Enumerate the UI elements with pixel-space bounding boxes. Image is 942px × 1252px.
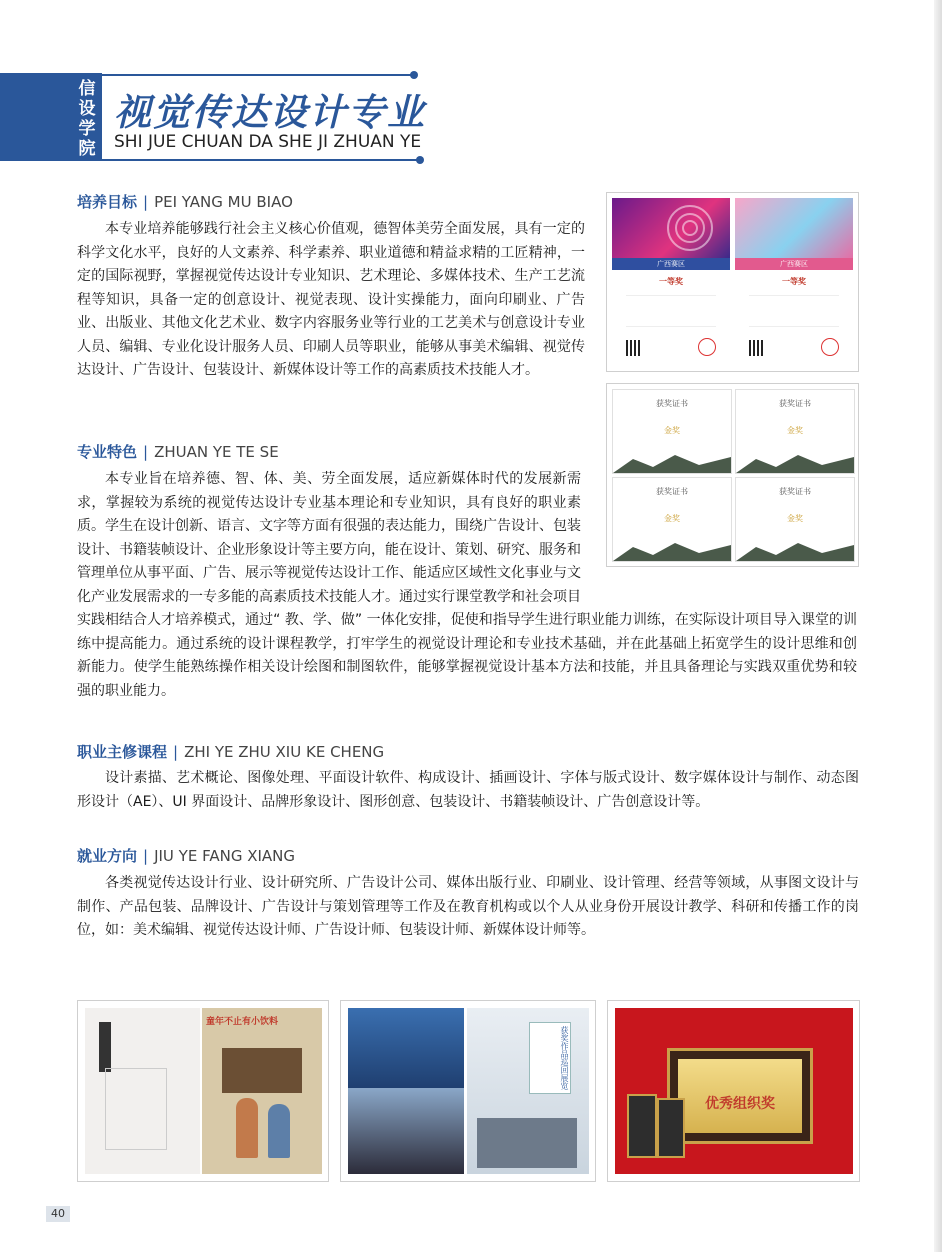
shop-window bbox=[222, 1048, 302, 1093]
certificate-body-lines bbox=[626, 295, 716, 327]
auditorium-screen bbox=[348, 1008, 464, 1088]
exhibition-hall: 获奖作品巡回展览 bbox=[467, 1008, 589, 1174]
red-backdrop bbox=[615, 1008, 853, 1174]
certificate-photo-1 bbox=[606, 192, 859, 372]
divider-bar: | bbox=[143, 193, 149, 211]
section-title-pinyin: PEI YANG MU BIAO bbox=[154, 193, 293, 211]
mountain-graphic bbox=[613, 537, 731, 561]
section-text-careers: 各类视觉传达设计行业、设计研究所、广告设计公司、媒体出版行业、印刷业、设计管理、经营等领域，从事图文设计与制作、产品包装、品牌设计、广告设计与策划管理等工作及在教育机构或以个人从业身份开展设计教学、科研和传播工作的岗位，如：美术编辑、视觉传达设计师、广告设计师、包装设计师、新媒体设计师等。 bbox=[77, 875, 859, 938]
mountain-graphic bbox=[736, 537, 854, 561]
divider-bar: | bbox=[143, 847, 149, 865]
award-level: 一等奖 bbox=[782, 277, 806, 286]
bottom-photo-plaque bbox=[607, 1000, 860, 1182]
award-certificate: 获奖证书 金奖 bbox=[735, 389, 855, 474]
section-title-pinyin: ZHUAN YE TE SE bbox=[154, 443, 279, 461]
section-text-goals: 本专业培养能够践行社会主义核心价值观，德智体美劳全面发展，具有一定的科学文化水平，良好的人文素养、科学素养、职业道德和精益求精的工匠精神，一定的国际视野，掌握视觉传达设计专业知识、艺术理论、多媒体技术、生产工艺流程等知识，具备一定的创意设计、视觉表现、设计实操能力，面向印刷业、广告业、出版业、其他文化艺术业、数字内容服务业等行业的工艺美术与创意设计专业人员、编辑、专业化设计服务人员、印刷人员等职业，能够从事美术编辑、视觉传达设计、广告设计、包装设计、新媒体设计等工作的高素质技术技能人才。 bbox=[77, 221, 585, 378]
header-bottom-rule bbox=[102, 159, 420, 161]
section-text-courses: 设计素描、艺术概论、图像处理、平面设计软件、构成设计、插画设计、字体与版式设计、数字媒体设计与制作、动态图形设计（AE）、UI 界面设计、品牌形象设计、图形创意、包装设计、书籍装帧设计、广告创意设计等。 bbox=[77, 770, 859, 810]
section-title-cn: 职业主修课程 bbox=[77, 743, 168, 761]
seal-icon bbox=[698, 338, 716, 356]
divider-bar: | bbox=[143, 443, 149, 461]
page-spine bbox=[934, 0, 942, 1252]
trophy-box bbox=[657, 1098, 685, 1158]
region-label: 广西赛区 bbox=[612, 258, 730, 270]
section-title-pinyin: ZHI YE ZHU XIU KE CHENG bbox=[184, 743, 385, 761]
section-title-pinyin: JIU YE FANG XIANG bbox=[154, 847, 296, 865]
audience-crowd bbox=[348, 1088, 464, 1174]
section-heading-courses bbox=[77, 741, 384, 762]
section-heading-goals bbox=[77, 191, 293, 212]
award-certificate: 获奖证书 金奖 bbox=[612, 477, 732, 562]
certificate-photo-2 bbox=[606, 383, 859, 567]
poster-illustration: 童年不止有小饮料 bbox=[202, 1008, 322, 1174]
plaque-frame bbox=[667, 1048, 813, 1144]
qr-code-icon bbox=[749, 340, 765, 356]
header-top-dot bbox=[410, 71, 418, 79]
award-certificate: 获奖证书 金奖 bbox=[612, 389, 732, 474]
child-figure bbox=[268, 1104, 290, 1158]
section-heading-features bbox=[77, 441, 279, 462]
child-figure bbox=[236, 1098, 258, 1158]
visitors-group bbox=[477, 1118, 577, 1168]
sketch-figure bbox=[105, 1068, 167, 1150]
logo-mark bbox=[99, 1022, 111, 1072]
qr-code-icon bbox=[626, 340, 642, 356]
header-top-rule bbox=[102, 74, 412, 76]
certificate-body-lines bbox=[749, 295, 839, 327]
page-number: 40 bbox=[46, 1206, 70, 1222]
award-certificate: 获奖证书 金奖 bbox=[735, 477, 855, 562]
bottom-photo-poster bbox=[77, 1000, 329, 1182]
region-label: 广西赛区 bbox=[735, 258, 853, 270]
college-tab bbox=[0, 73, 102, 161]
certificate-right bbox=[735, 198, 853, 366]
page-subtitle: SHI JUE CHUAN DA SHE JI ZHUAN YE bbox=[114, 132, 422, 152]
swirl-icon bbox=[612, 198, 730, 258]
mountain-graphic bbox=[736, 449, 854, 473]
divider-bar: | bbox=[173, 743, 179, 761]
certificate-left bbox=[612, 198, 730, 366]
section-text-features: 本专业旨在培养德、智、体、美、劳全面发展，适应新媒体时代的发展新需求，掌握较为系统的视觉传达设计专业基本理论和专业知识，具有良好的职业素质。学生在设计创新、语言、文字等方面有很强的表达能力，围绕广告设计、包装设计、书籍装帧设计、企业形象设计等主要方向，能在设计、策划、研究、服务和管理单位从事平面、广告、展示等视觉传达设计工作、能适应区域性文化事业与文化产业发展需求的一专多能的高素质技术技能人才。通过实行课堂教学和社会项目实践相结合人才培养模式，通过“ 教、学、做” 一体化安排，促使和指导学生进行职业能力训练，在实际设计项目导入课堂的训练中提高能力。通过系统的设计课程教学，打牢学生的视觉设计理论和专业技术基础，并在此基础上拓宽学生的设计思维和创新能力。使学生能熟练操作相关设计绘图和制图软件，能够掌握视觉设计基本方法和技能，并且具备理论与实践双重优势和较强的职业能力。 bbox=[77, 468, 857, 703]
section-title-cn: 培养目标 bbox=[77, 193, 138, 211]
certificate-banner bbox=[735, 198, 853, 258]
mountain-graphic bbox=[613, 449, 731, 473]
seal-icon bbox=[821, 338, 839, 356]
bottom-photo-exhibition bbox=[340, 1000, 596, 1182]
certificate-banner bbox=[612, 198, 730, 258]
plaque-face: 优秀组织奖 bbox=[678, 1059, 802, 1133]
header-bottom-dot bbox=[416, 156, 424, 164]
trophy-box bbox=[627, 1094, 657, 1158]
certificate-sheet bbox=[85, 1008, 200, 1174]
award-level: 一等奖 bbox=[659, 277, 683, 286]
page-title: 视觉传达设计专业 bbox=[114, 91, 426, 134]
section-title-cn: 就业方向 bbox=[77, 847, 138, 865]
section-title-cn: 专业特色 bbox=[77, 443, 138, 461]
section-heading-careers bbox=[77, 845, 295, 866]
college-tab-label: 信设学院 bbox=[78, 79, 96, 159]
